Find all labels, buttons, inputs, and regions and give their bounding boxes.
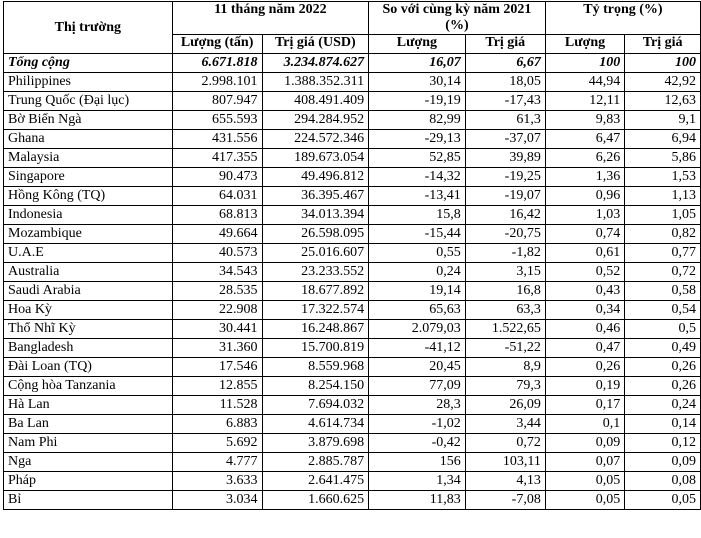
market-cell: Bangladesh (4, 339, 173, 358)
table-row (4, 339, 701, 358)
quantity-cell: 17.546 (172, 358, 262, 377)
market-cell: Philippines (4, 73, 173, 92)
share-quantity-cell: 0,96 (545, 187, 624, 206)
value-cell: 49.496.812 (262, 168, 369, 187)
share-quantity-cell: 9,83 (545, 111, 624, 130)
value-cell: 224.572.346 (262, 130, 369, 149)
value-cell: 8.254.150 (262, 377, 369, 396)
change-value-cell: 16,8 (465, 282, 545, 301)
change-quantity-cell: -1,02 (369, 415, 466, 434)
value-cell: 36.395.467 (262, 187, 369, 206)
change-quantity-cell: 30,14 (369, 73, 466, 92)
change-quantity-cell: -19,19 (369, 92, 466, 111)
table-row (4, 149, 701, 168)
market-cell: Australia (4, 263, 173, 282)
share-value-cell: 0,49 (625, 339, 701, 358)
market-cell: Ba Lan (4, 415, 173, 434)
value-cell: 17.322.574 (262, 301, 369, 320)
share-quantity-cell: 6,26 (545, 149, 624, 168)
table-row (4, 358, 701, 377)
value-cell: 408.491.409 (262, 92, 369, 111)
change-value-cell: 3,44 (465, 415, 545, 434)
share-quantity-cell: 0,46 (545, 320, 624, 339)
change-value-cell: 26,09 (465, 396, 545, 415)
quantity-cell: 655.593 (172, 111, 262, 130)
share-value-cell: 0,58 (625, 282, 701, 301)
quantity-cell: 431.556 (172, 130, 262, 149)
table-row (4, 377, 701, 396)
share-qty-header: Lượng (545, 35, 624, 54)
table-row (4, 92, 701, 111)
market-cell: Bỉ (4, 491, 173, 510)
share-value-cell: 0,26 (625, 377, 701, 396)
change-value-cell: 8,9 (465, 358, 545, 377)
share-value-cell: 0,82 (625, 225, 701, 244)
total-row (4, 54, 701, 73)
quantity-cell: 4.777 (172, 453, 262, 472)
value-cell: 7.694.032 (262, 396, 369, 415)
share-value-cell: 0,72 (625, 263, 701, 282)
change-value-cell: 3,15 (465, 263, 545, 282)
compare-header: So với cùng kỳ năm 2021 (%) (369, 2, 546, 35)
change-quantity-cell: 2.079,03 (369, 320, 466, 339)
share-value-cell: 0,77 (625, 244, 701, 263)
value-cell: 34.013.394 (262, 206, 369, 225)
market-cell: Trung Quốc (Đại lục) (4, 92, 173, 111)
share-value-cell: 42,92 (625, 73, 701, 92)
quantity-cell: 40.573 (172, 244, 262, 263)
share-quantity-cell: 44,94 (545, 73, 624, 92)
share-quantity-cell: 12,11 (545, 92, 624, 111)
table-row (4, 472, 701, 491)
share-value-cell: 1,13 (625, 187, 701, 206)
share-value-cell: 5,86 (625, 149, 701, 168)
table-row (4, 434, 701, 453)
share-value-cell: 100 (625, 54, 701, 73)
market-cell: Mozambique (4, 225, 173, 244)
table-row (4, 491, 701, 510)
value-cell: 1.388.352.311 (262, 73, 369, 92)
quantity-cell: 12.855 (172, 377, 262, 396)
change-value-cell: -51,22 (465, 339, 545, 358)
share-quantity-cell: 0,05 (545, 491, 624, 510)
value-cell: 3.879.698 (262, 434, 369, 453)
change-quantity-cell: 82,99 (369, 111, 466, 130)
value-cell: 25.016.607 (262, 244, 369, 263)
market-cell: Indonesia (4, 206, 173, 225)
change-quantity-cell: 52,85 (369, 149, 466, 168)
quantity-cell: 31.360 (172, 339, 262, 358)
table-row (4, 244, 701, 263)
table-row (4, 225, 701, 244)
value-cell: 1.660.625 (262, 491, 369, 510)
share-value-cell: 9,1 (625, 111, 701, 130)
market-cell: Nga (4, 453, 173, 472)
market-cell: Pháp (4, 472, 173, 491)
share-header: Tỷ trọng (%) (545, 2, 700, 35)
quantity-cell: 68.813 (172, 206, 262, 225)
quantity-cell: 2.998.101 (172, 73, 262, 92)
quantity-cell: 34.543 (172, 263, 262, 282)
share-quantity-cell: 0,19 (545, 377, 624, 396)
change-quantity-cell: 77,09 (369, 377, 466, 396)
value-cell: 15.700.819 (262, 339, 369, 358)
qty-tons-header: Lượng (tấn) (172, 35, 262, 54)
quantity-cell: 3.034 (172, 491, 262, 510)
share-value-cell: 0,14 (625, 415, 701, 434)
table-row (4, 396, 701, 415)
share-quantity-cell: 0,61 (545, 244, 624, 263)
change-value-cell: 4,13 (465, 472, 545, 491)
change-quantity-cell: -13,41 (369, 187, 466, 206)
change-value-cell: 18,05 (465, 73, 545, 92)
change-quantity-cell: 0,24 (369, 263, 466, 282)
change-value-cell: 39,89 (465, 149, 545, 168)
table-row (4, 168, 701, 187)
share-value-cell: 6,94 (625, 130, 701, 149)
quantity-cell: 807.947 (172, 92, 262, 111)
quantity-cell: 6.883 (172, 415, 262, 434)
change-quantity-cell: 15,8 (369, 206, 466, 225)
quantity-cell: 49.664 (172, 225, 262, 244)
table-row (4, 130, 701, 149)
share-value-cell: 12,63 (625, 92, 701, 111)
table-row (4, 206, 701, 225)
share-value-cell: 0,12 (625, 434, 701, 453)
compare-qty-header: Lượng (369, 35, 466, 54)
change-value-cell: -17,43 (465, 92, 545, 111)
market-cell: Thổ Nhĩ Kỳ (4, 320, 173, 339)
change-quantity-cell: -15,44 (369, 225, 466, 244)
share-value-cell: 1,05 (625, 206, 701, 225)
change-quantity-cell: 28,3 (369, 396, 466, 415)
quantity-cell: 11.528 (172, 396, 262, 415)
table-row (4, 415, 701, 434)
change-value-cell: -20,75 (465, 225, 545, 244)
share-value-cell: 0,24 (625, 396, 701, 415)
value-usd-header: Trị giá (USD) (262, 35, 369, 54)
share-quantity-cell: 0,43 (545, 282, 624, 301)
change-quantity-cell: 19,14 (369, 282, 466, 301)
table-body (4, 54, 701, 510)
quantity-cell: 64.031 (172, 187, 262, 206)
change-value-cell: 79,3 (465, 377, 545, 396)
share-quantity-cell: 0,52 (545, 263, 624, 282)
share-value-cell: 0,08 (625, 472, 701, 491)
change-value-cell: -37,07 (465, 130, 545, 149)
change-value-cell: 63,3 (465, 301, 545, 320)
change-quantity-cell: -29,13 (369, 130, 466, 149)
quantity-cell: 90.473 (172, 168, 262, 187)
table-row (4, 263, 701, 282)
change-quantity-cell: -0,42 (369, 434, 466, 453)
quantity-cell: 28.535 (172, 282, 262, 301)
share-quantity-cell: 0,34 (545, 301, 624, 320)
value-cell: 16.248.867 (262, 320, 369, 339)
market-cell: Tổng cộng (4, 54, 173, 73)
table-row (4, 453, 701, 472)
share-value-header: Trị giá (625, 35, 701, 54)
change-value-cell: 16,42 (465, 206, 545, 225)
value-cell: 23.233.552 (262, 263, 369, 282)
share-quantity-cell: 0,05 (545, 472, 624, 491)
market-cell: Nam Phi (4, 434, 173, 453)
change-value-cell: -1,82 (465, 244, 545, 263)
change-value-cell: -19,25 (465, 168, 545, 187)
market-cell: Bờ Biển Ngà (4, 111, 173, 130)
change-quantity-cell: 1,34 (369, 472, 466, 491)
change-quantity-cell: 156 (369, 453, 466, 472)
header-row-top (4, 2, 701, 35)
market-header: Thị trường (4, 2, 173, 54)
change-quantity-cell: -14,32 (369, 168, 466, 187)
value-cell: 26.598.095 (262, 225, 369, 244)
change-value-cell: 6,67 (465, 54, 545, 73)
value-cell: 18.677.892 (262, 282, 369, 301)
share-quantity-cell: 6,47 (545, 130, 624, 149)
change-quantity-cell: 16,07 (369, 54, 466, 73)
share-value-cell: 0,26 (625, 358, 701, 377)
change-quantity-cell: -41,12 (369, 339, 466, 358)
table-row (4, 111, 701, 130)
value-cell: 2.885.787 (262, 453, 369, 472)
market-cell: Malaysia (4, 149, 173, 168)
value-cell: 8.559.968 (262, 358, 369, 377)
market-cell: Cộng hòa Tanzania (4, 377, 173, 396)
share-quantity-cell: 0,47 (545, 339, 624, 358)
market-cell: Hoa Kỳ (4, 301, 173, 320)
change-quantity-cell: 0,55 (369, 244, 466, 263)
quantity-cell: 3.633 (172, 472, 262, 491)
quantity-cell: 30.441 (172, 320, 262, 339)
change-quantity-cell: 11,83 (369, 491, 466, 510)
market-cell: Ghana (4, 130, 173, 149)
market-cell: Singapore (4, 168, 173, 187)
market-cell: Hà Lan (4, 396, 173, 415)
change-value-cell: -19,07 (465, 187, 545, 206)
table-row (4, 320, 701, 339)
table-row (4, 301, 701, 320)
value-cell: 294.284.952 (262, 111, 369, 130)
market-cell: Đài Loan (TQ) (4, 358, 173, 377)
change-value-cell: -7,08 (465, 491, 545, 510)
share-quantity-cell: 0,09 (545, 434, 624, 453)
value-cell: 189.673.054 (262, 149, 369, 168)
table-row (4, 187, 701, 206)
share-quantity-cell: 1,03 (545, 206, 624, 225)
value-cell: 3.234.874.627 (262, 54, 369, 73)
trade-table (3, 1, 701, 510)
change-value-cell: 1.522,65 (465, 320, 545, 339)
quantity-cell: 5.692 (172, 434, 262, 453)
share-value-cell: 1,53 (625, 168, 701, 187)
quantity-cell: 417.355 (172, 149, 262, 168)
change-quantity-cell: 20,45 (369, 358, 466, 377)
share-quantity-cell: 100 (545, 54, 624, 73)
value-cell: 2.641.475 (262, 472, 369, 491)
share-value-cell: 0,09 (625, 453, 701, 472)
table-row (4, 73, 701, 92)
market-cell: Hồng Kông (TQ) (4, 187, 173, 206)
share-quantity-cell: 0,74 (545, 225, 624, 244)
change-value-cell: 61,3 (465, 111, 545, 130)
share-value-cell: 0,05 (625, 491, 701, 510)
market-cell: U.A.E (4, 244, 173, 263)
share-quantity-cell: 1,36 (545, 168, 624, 187)
change-quantity-cell: 65,63 (369, 301, 466, 320)
share-quantity-cell: 0,17 (545, 396, 624, 415)
change-value-cell: 103,11 (465, 453, 545, 472)
share-quantity-cell: 0,26 (545, 358, 624, 377)
share-value-cell: 0,54 (625, 301, 701, 320)
period-header: 11 tháng năm 2022 (172, 2, 368, 35)
compare-value-header: Trị giá (465, 35, 545, 54)
table-row (4, 282, 701, 301)
quantity-cell: 22.908 (172, 301, 262, 320)
value-cell: 4.614.734 (262, 415, 369, 434)
share-quantity-cell: 0,1 (545, 415, 624, 434)
share-quantity-cell: 0,07 (545, 453, 624, 472)
share-value-cell: 0,5 (625, 320, 701, 339)
market-cell: Saudi Arabia (4, 282, 173, 301)
quantity-cell: 6.671.818 (172, 54, 262, 73)
change-value-cell: 0,72 (465, 434, 545, 453)
